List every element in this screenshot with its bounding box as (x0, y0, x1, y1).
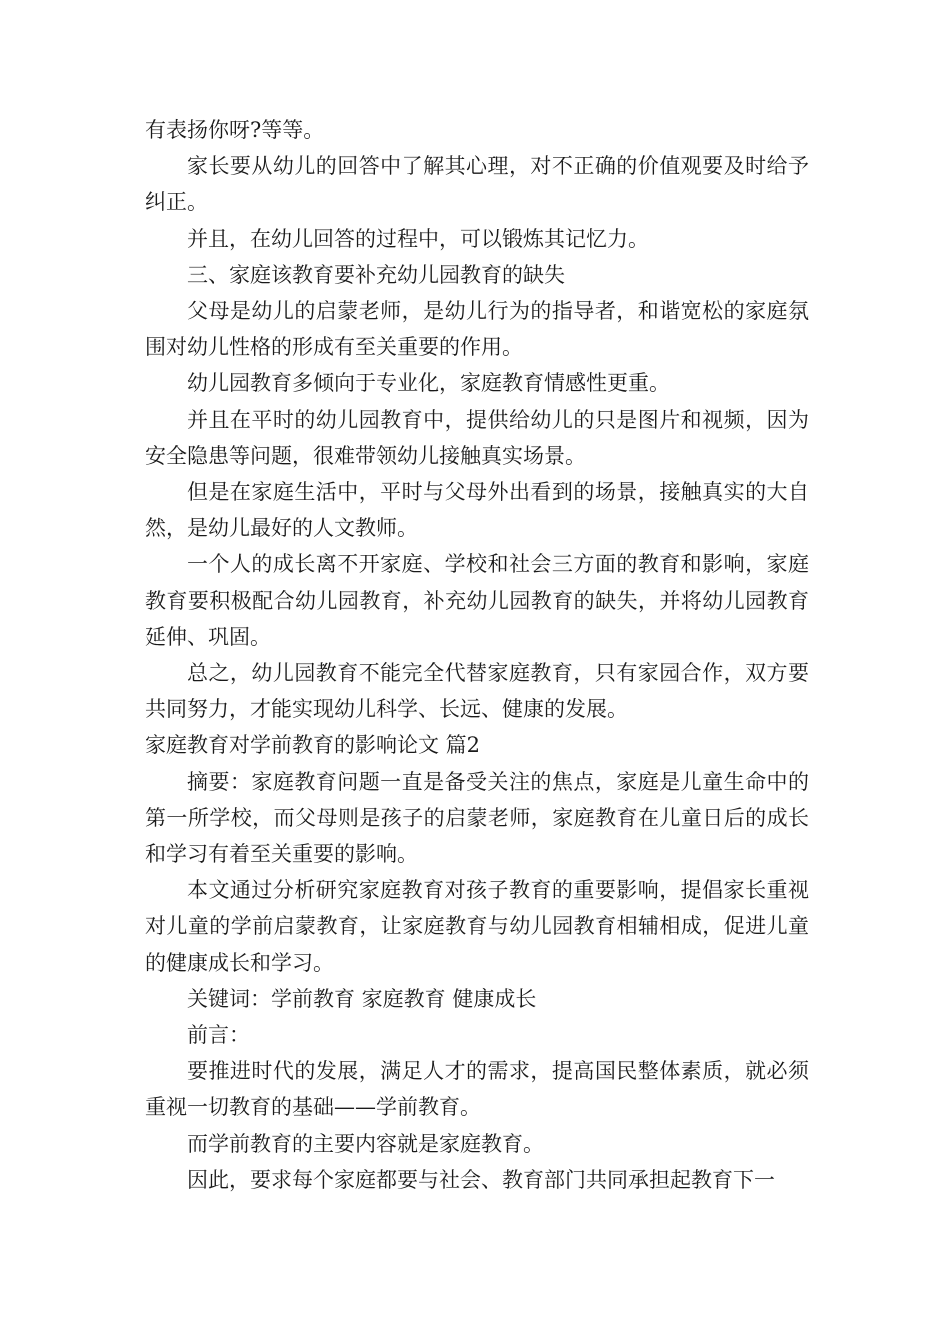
paragraph: 总之，幼儿园教育不能完全代替家庭教育，只有家园合作，双方要共同努力，才能实现幼儿科学、长远、健康的发展。 (145, 661, 809, 722)
preface-label: 前言： (187, 1023, 250, 1048)
paragraph-continuation: 有表扬你呀?等等。 (145, 118, 325, 142)
document-body (145, 112, 809, 1198)
section-heading: 三、家庭该教育要补充幼儿园教育的缺失 (187, 262, 565, 287)
article-title: 家庭教育对学前教育的影响论文 篇2 (145, 733, 481, 758)
paragraph: 而学前教育的主要内容就是家庭教育。 (187, 1131, 544, 1156)
paragraph: 家长要从幼儿的回答中了解其心理，对不正确的价值观要及时给予纠正。 (145, 154, 809, 215)
paragraph: 要推进时代的发展，满足人才的需求，提高国民整体素质，就必须重视一切教育的基础——学前教育。 (145, 1059, 809, 1120)
paragraph: 但是在家庭生活中，平时与父母外出看到的场景，接触真实的大自然，是幼儿最好的人文教师。 (145, 480, 809, 541)
paragraph: 本文通过分析研究家庭教育对孩子教育的重要影响，提倡家长重视对儿童的学前启蒙教育，让家庭教育与幼儿园教育相辅相成，促进儿童的健康成长和学习。 (145, 878, 809, 975)
paragraph: 因此，要求每个家庭都要与社会、教育部门共同承担起教育下一 (187, 1167, 775, 1192)
paragraph: 幼儿园教育多倾向于专业化，家庭教育情感性更重。 (187, 371, 670, 396)
paragraph: 并且，在幼儿回答的过程中，可以锻炼其记忆力。 (187, 226, 649, 251)
abstract-paragraph: 摘要：家庭教育问题一直是备受关注的焦点，家庭是儿童生命中的第一所学校，而父母则是孩子的启蒙老师，家庭教育在儿童日后的成长和学习有着至关重要的影响。 (145, 769, 809, 867)
keywords-line: 关键词：学前教育 家庭教育 健康成长 (187, 986, 537, 1011)
paragraph: 并且在平时的幼儿园教育中，提供给幼儿的只是图片和视频，因为安全隐患等问题，很难带领幼儿接触真实场景。 (145, 407, 809, 468)
paragraph: 一个人的成长离不开家庭、学校和社会三方面的教育和影响，家庭教育要积极配合幼儿园教育，补充幼儿园教育的缺失，并将幼儿园教育延伸、巩固。 (145, 552, 809, 649)
paragraph: 父母是幼儿的启蒙老师，是幼儿行为的指导者，和谐宽松的家庭氛围对幼儿性格的形成有至关重要的作用。 (145, 299, 809, 360)
